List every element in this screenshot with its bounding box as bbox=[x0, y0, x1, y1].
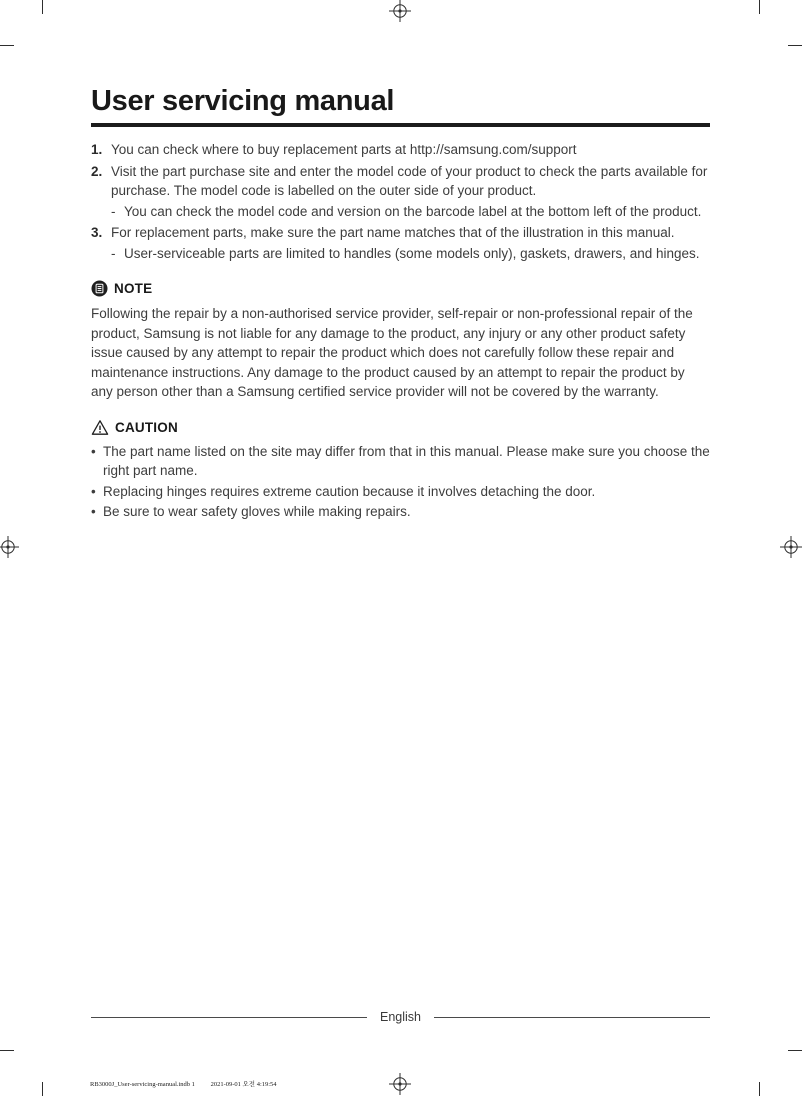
step-subitem bbox=[111, 244, 710, 264]
note-heading bbox=[91, 280, 710, 297]
crop-mark bbox=[0, 1050, 14, 1051]
caution-list bbox=[91, 442, 710, 522]
step-item-3 bbox=[91, 223, 710, 243]
bullet-marker: • bbox=[91, 443, 96, 459]
print-timestamp: 2021-09-01 오전 4:19:54 bbox=[210, 1081, 277, 1088]
crop-mark bbox=[0, 45, 14, 46]
crop-mark bbox=[759, 0, 760, 14]
crop-mark bbox=[759, 1082, 760, 1096]
footer-rule-left bbox=[91, 1017, 367, 1018]
bullet-marker: • bbox=[91, 483, 96, 499]
note-icon bbox=[91, 280, 108, 297]
substep-text: You can check the model code and version on the barcode label at the bottom left of the product. bbox=[124, 203, 702, 219]
caution-item bbox=[91, 482, 710, 502]
crop-mark bbox=[788, 45, 802, 46]
step-number: 2. bbox=[91, 163, 103, 179]
step-text: Visit the part purchase site and enter the model code of your product to check the parts available for purchase. The model code is labelled on the outer side of your product. bbox=[111, 163, 708, 198]
substep-text: User-serviceable parts are limited to handles (some models only), gaskets, drawers, and hinges. bbox=[124, 245, 700, 261]
registration-mark-icon bbox=[0, 536, 19, 558]
page-footer bbox=[91, 1010, 710, 1024]
caution-icon bbox=[91, 419, 109, 436]
print-slug bbox=[90, 1079, 277, 1088]
step-subitem bbox=[111, 202, 710, 222]
footer-language: English bbox=[380, 1010, 421, 1024]
note-label: NOTE bbox=[114, 281, 153, 296]
crop-mark bbox=[42, 1082, 43, 1096]
crop-mark bbox=[42, 0, 43, 14]
registration-mark-icon bbox=[389, 1073, 411, 1095]
footer-rule-right bbox=[434, 1017, 710, 1018]
note-body: Following the repair by a non-authorised service provider, self-repair or non-professional repair of the product, Samsung is not liable for any damage to the product, any injury or any other product safety issue caused by any attempt to repair the product which does not carefully follow these repair and maintenance instructions. Any damage to the product caused by an attempt to repair the product by any person other than a Samsung certified service provider will not be covered by the warranty. bbox=[91, 306, 693, 399]
title-rule bbox=[91, 123, 710, 127]
step-list bbox=[91, 140, 710, 263]
step-number: 3. bbox=[91, 225, 103, 240]
step-item-1 bbox=[91, 140, 710, 160]
step-number: 1. bbox=[91, 142, 103, 157]
dash-marker: - bbox=[111, 245, 116, 261]
step-item-2 bbox=[91, 162, 710, 201]
registration-mark-icon bbox=[780, 536, 802, 558]
caution-text: Replacing hinges requires extreme caution because it involves detaching the door. bbox=[103, 483, 596, 499]
caution-heading bbox=[91, 419, 710, 436]
caution-label: CAUTION bbox=[115, 419, 178, 435]
caution-item bbox=[91, 442, 710, 481]
step-text: For replacement parts, make sure the part name matches that of the illustration in this manual. bbox=[111, 225, 675, 240]
bullet-marker: • bbox=[91, 504, 96, 519]
page-title: User servicing manual bbox=[91, 85, 395, 117]
content-area bbox=[91, 84, 710, 522]
dash-marker: - bbox=[111, 203, 116, 219]
registration-mark-icon bbox=[389, 0, 411, 22]
crop-mark bbox=[788, 1050, 802, 1051]
caution-text: The part name listed on the site may differ from that in this manual. Please make sure you choose the right part name. bbox=[103, 443, 710, 478]
step-text: You can check where to buy replacement parts at http://samsung.com/support bbox=[111, 142, 577, 157]
print-filename: RB3000J_User-servicing-manual.indb 1 bbox=[90, 1081, 195, 1088]
caution-text: Be sure to wear safety gloves while making repairs. bbox=[103, 504, 411, 519]
caution-item bbox=[91, 502, 710, 522]
